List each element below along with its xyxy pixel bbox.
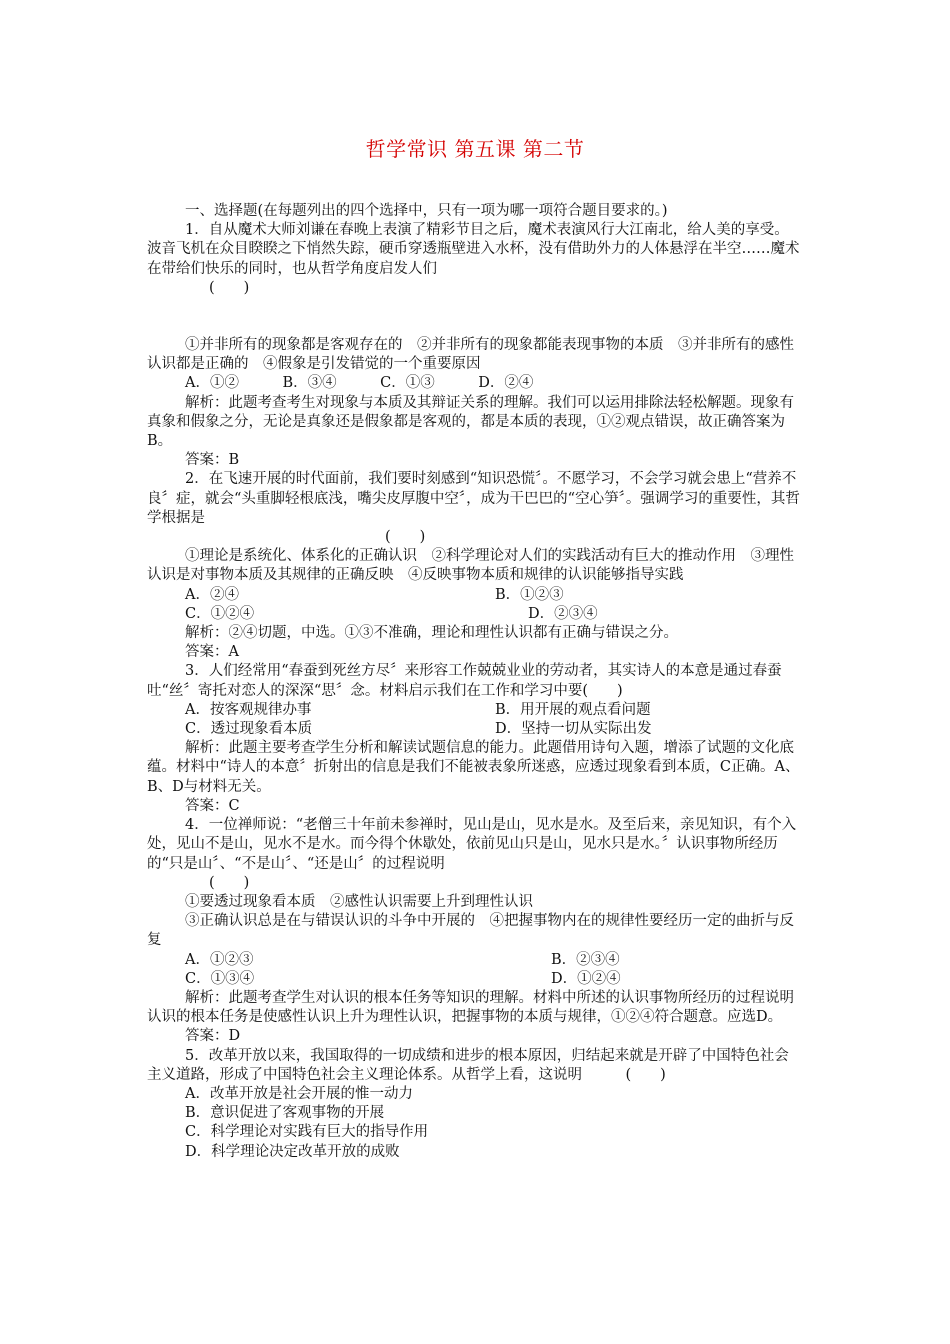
q2-choice-row-1 xyxy=(147,586,801,605)
document-body xyxy=(147,202,801,1162)
q3-answer: 答案：C xyxy=(185,797,240,814)
q1-paren: ( ) xyxy=(209,279,250,296)
q3-stem: 3．人们经常用“春蚕到死丝方尽〞来形容工作兢兢业业的劳动者，其实诗人的本意是通过春蚕吐“丝〞寄托对恋人的深深“思〞念。材料启示我们在工作和学习中要( ) xyxy=(147,663,782,699)
q2-choice-c: C．①②④ xyxy=(185,605,255,622)
q3-choice-c: C．透过现象看本质 xyxy=(185,721,313,738)
q4-paren: ( ) xyxy=(209,874,250,891)
q2-choice-d: D．②③④ xyxy=(528,605,598,622)
section-heading: 一、选择题(在每题列出的四个选择中，只有一项为哪一项符合题目要求的。) xyxy=(185,203,668,219)
q5-choice-b: B．意识促进了客观事物的开展 xyxy=(185,1105,385,1122)
q1-analysis: 解析：此题考查考生对现象与本质及其辩证关系的理解。我们可以运用排除法轻松解题。现象有真象和假象之分，无论是真象还是假象都是客观的，都是本质的表现，①②观点错误，故正确答案为B。 xyxy=(147,394,794,450)
q2-choice-row-2 xyxy=(147,605,801,624)
spacer xyxy=(147,298,801,336)
q2-options: ①理论是系统化、体系化的正确认识 ②科学理论对人们的实践活动有巨大的推动作用 ③理性认识是对事物本质及其规律的正确反映 ④反映事物本质和规律的认识能够指导实践 xyxy=(147,548,794,584)
q4-options-1: ①要透过现象看本质 ②感性认识需要上升到理性认识 xyxy=(185,893,533,910)
q2-paren: ( ) xyxy=(385,529,426,546)
q1-choices: A．①② B．③④ C．①③ D．②④ xyxy=(185,375,534,392)
q2-answer: 答案：A xyxy=(185,644,239,661)
q3-choice-d: D．坚持一切从实际出发 xyxy=(495,721,652,738)
q2-choice-b: B．①②③ xyxy=(495,586,564,603)
q2-choice-a: A．②④ xyxy=(185,586,239,603)
q4-stem: 4．一位禅师说：“老僧三十年前未参禅时，见山是山，见水是水。及至后来，亲见知识，有个入处，见山不是山，见水不是水。而今得个休歇处，依前见山只是山，见水只是水。〞认识事物所经历的“只是山〞、“不是山〞、“还是山〞的过程说明 xyxy=(147,817,797,872)
q2-analysis: 解析：②④切题，中选。①③不准确，理论和理性认识都有正确与错误之分。 xyxy=(185,625,678,642)
q4-choice-row-1 xyxy=(147,951,801,970)
q4-choice-c: C．①③④ xyxy=(185,970,255,987)
q3-analysis: 解析：此题主要考查学生分析和解读试题信息的能力。此题借用诗句入题，增添了试题的文化底蕴。材料中“诗人的本意〞折射出的信息是我们不能被表象所迷惑，应透过现象看到本质，C正确。A、B、D与材料无关。 xyxy=(147,740,800,795)
q1-answer: 答案：B xyxy=(185,452,240,469)
q4-choice-a: A．①②③ xyxy=(185,951,254,968)
q1-stem: 1．自从魔术大师刘谦在春晚上表演了精彩节目之后，魔术表演风行大江南北，给人美的享受。波音飞机在众目睽睽之下悄然失踪，硬币穿透瓶壁进入水杯，没有借助外力的人体悬浮在半空……魔术在带给们快乐的同时，也从哲学角度启发人们 xyxy=(147,222,800,277)
q3-choice-row-2 xyxy=(147,720,801,739)
q5-choice-c: C．科学理论对实践有巨大的指导作用 xyxy=(185,1124,429,1141)
q4-choice-row-2 xyxy=(147,970,801,989)
q5-stem: 5．改革开放以来，我国取得的一切成绩和进步的根本原因，归结起来就是开辟了中国特色社会主义道路，形成了中国特色社会主义理论体系。从哲学上看，这说明 ( ) xyxy=(147,1047,789,1083)
q4-choice-b: B．②③④ xyxy=(551,951,620,968)
q4-options-2: ③正确认识总是在与错误认识的斗争中开展的 ④把握事物内在的规律性要经历一定的曲折与反复 xyxy=(147,913,794,949)
q4-analysis: 解析：此题考查学生对认识的根本任务等知识的理解。材料中所述的认识事物所经历的过程说明认识的根本任务是使感性认识上升为理性认识，把握事物的本质与规律，①②④符合题意。应选D。 xyxy=(147,989,794,1026)
page-title: 哲学常识 第五课 第二节 xyxy=(365,137,585,161)
q3-choice-row-1 xyxy=(147,701,801,720)
q5-choice-d: D．科学理论决定改革开放的成败 xyxy=(185,1143,400,1160)
q3-choice-a: A．按客观规律办事 xyxy=(185,701,312,718)
q1-options: ①并非所有的现象都是客观存在的 ②并非所有的现象都能表现事物的本质 ③并非所有的感性认识都是正确的 ④假象是引发错觉的一个重要原因 xyxy=(147,337,794,373)
q4-choice-d: D．①②④ xyxy=(551,970,621,987)
q2-stem: 2．在飞速开展的时代面前，我们要时刻感到“知识恐慌〞。不愿学习，不会学习就会患上“营养不良〞症，就会“头重脚轻根底浅，嘴尖皮厚腹中空〞，成为干巴巴的“空心笋〞。强调学习的重要性，其哲学根据是 xyxy=(147,471,800,526)
q5-choice-a: A．改革开放是社会开展的惟一动力 xyxy=(185,1085,413,1102)
q4-answer: 答案：D xyxy=(185,1028,241,1045)
q3-choice-b: B．用开展的观点看问题 xyxy=(495,701,651,718)
